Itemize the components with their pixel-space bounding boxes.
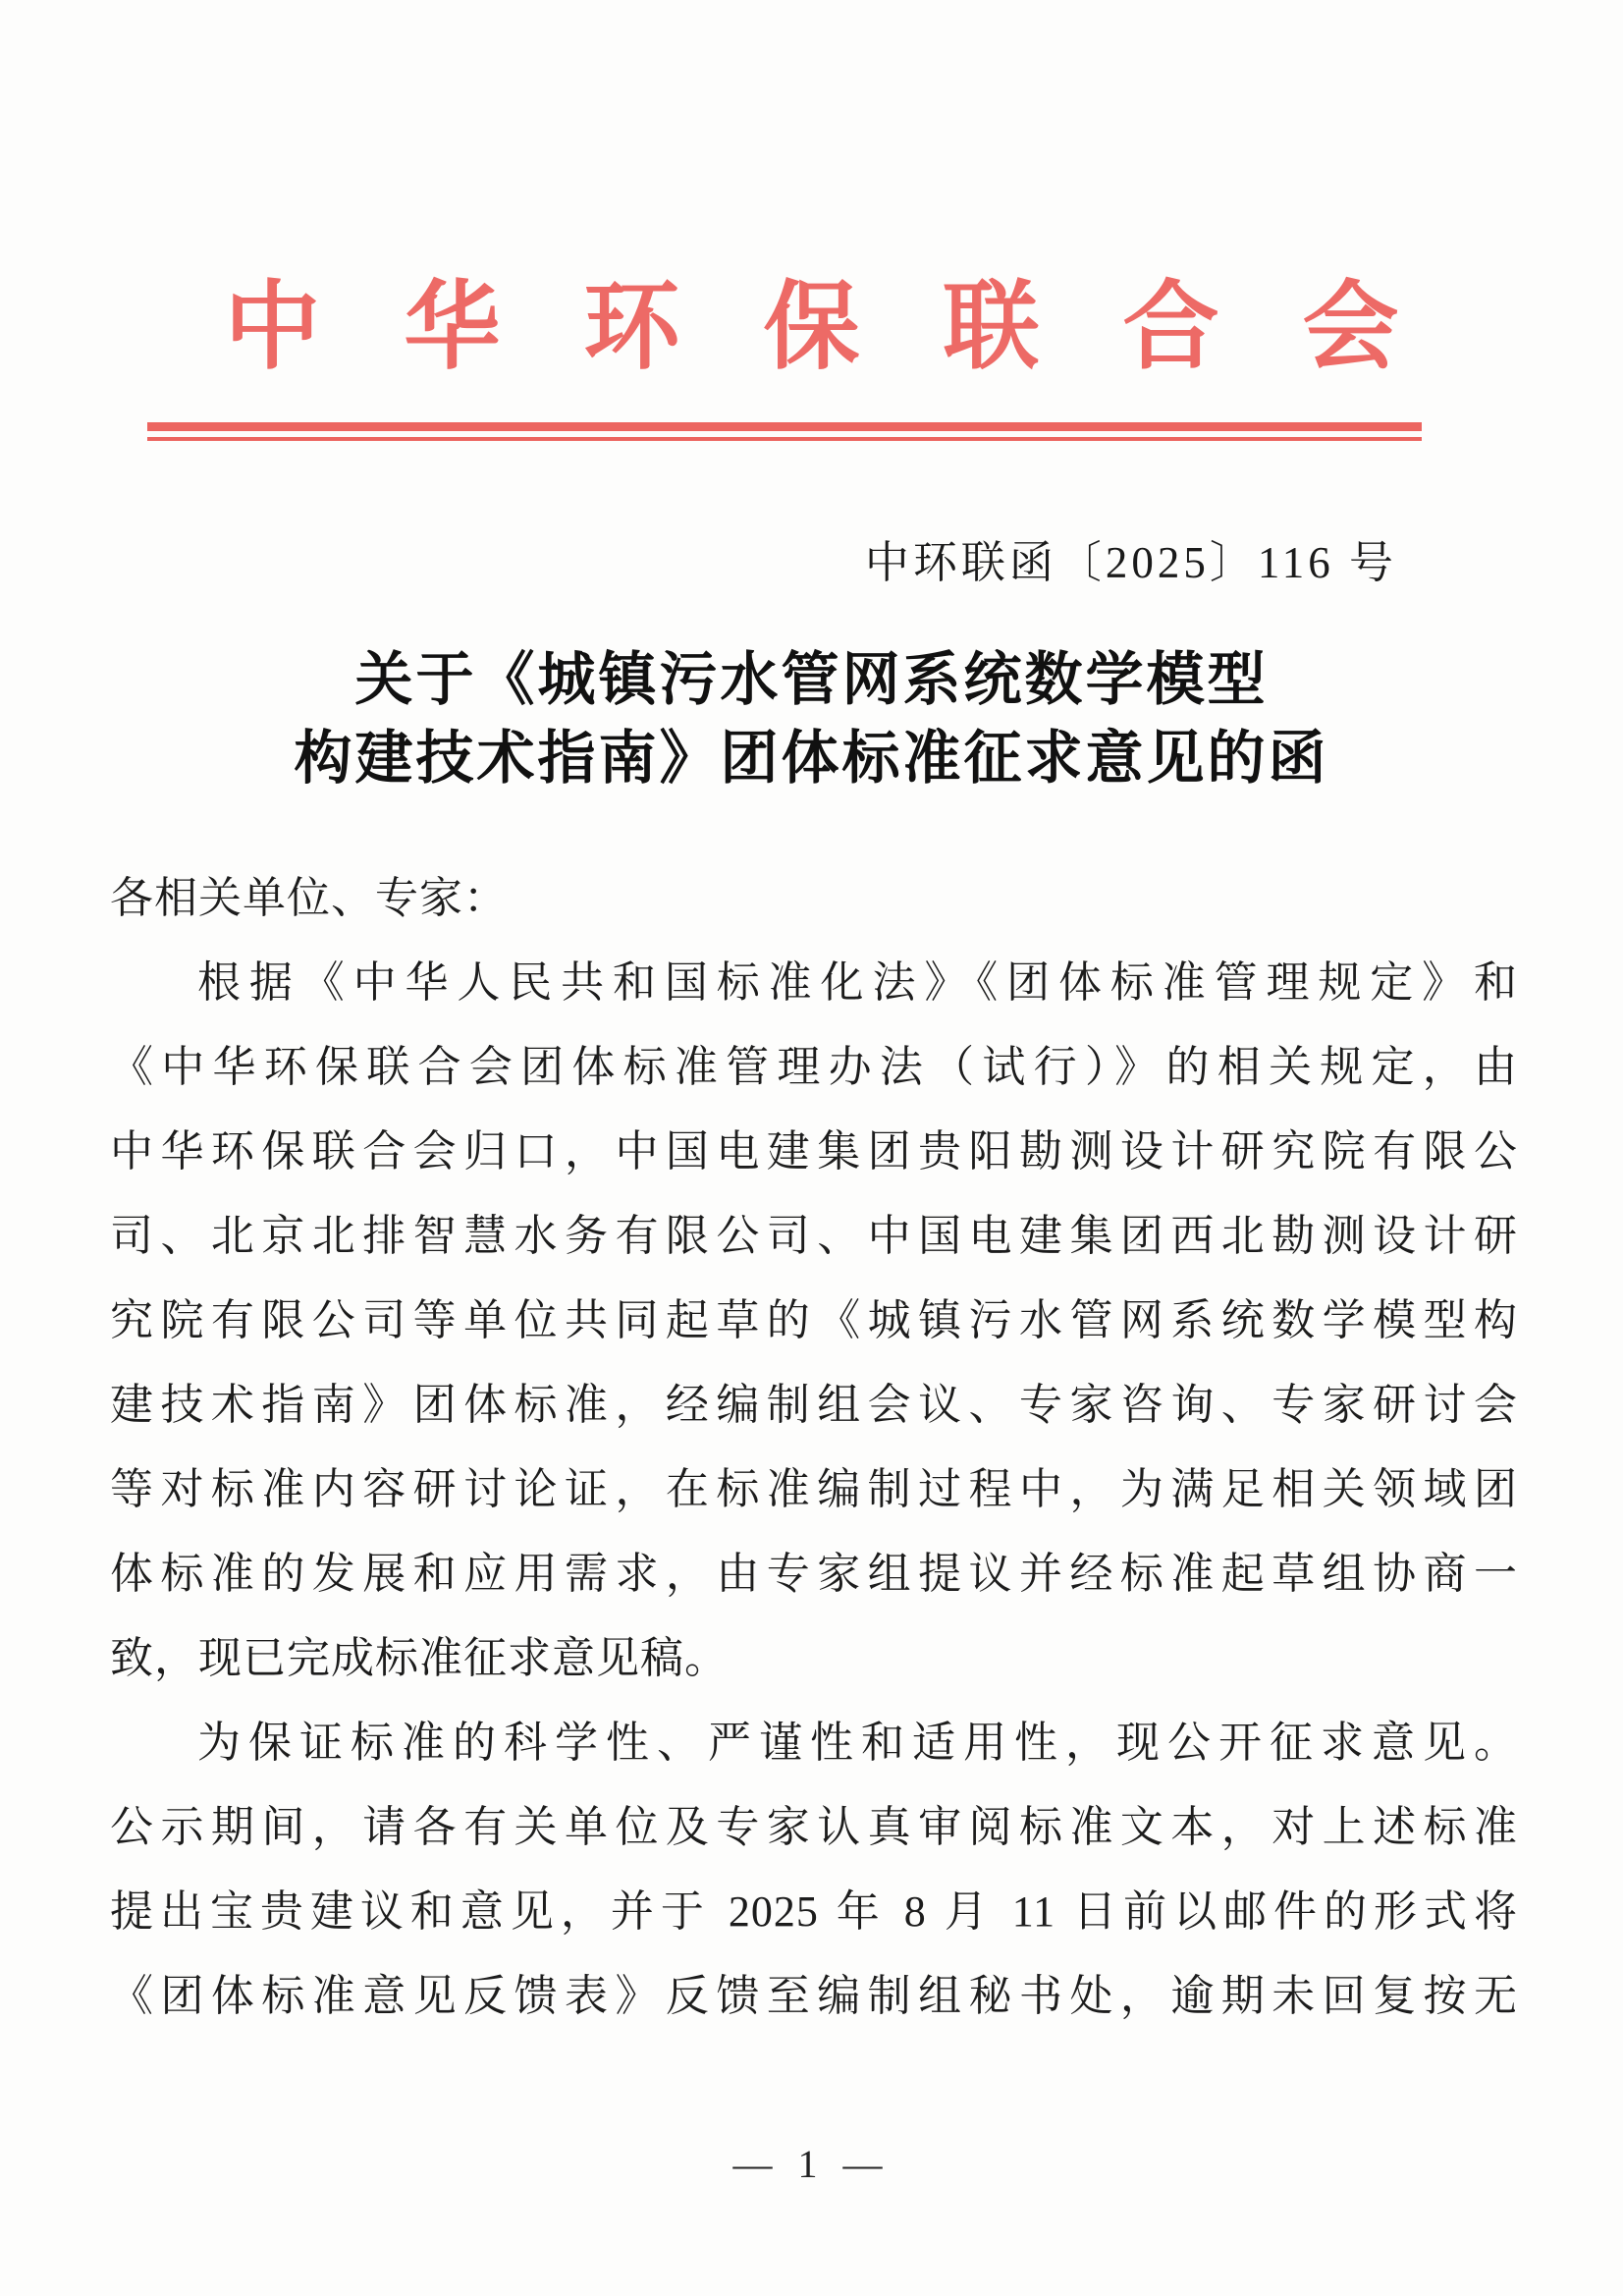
body-line: 《团体标准意见反馈表》反馈至编制组秘书处，逾期未回复按无 — [110, 1972, 1518, 2020]
body-line: 体标准的发展和应用需求，由专家组提议并经标准起草组协商一 — [110, 1550, 1518, 1598]
body-line: 《中华环保联合会团体标准管理办法（试行）》的相关规定，由 — [110, 1043, 1518, 1091]
body-line: 中华环保联合会归口，中国电建集团贵阳勘测设计研究院有限公 — [110, 1127, 1518, 1175]
doc-title-line-1: 关于《城镇污水管网系统数学模型 — [354, 647, 1269, 712]
body-line: 公示期间，请各有关单位及专家认真审阅标准文本，对上述标准 — [110, 1803, 1518, 1851]
letterhead-rule-thick — [147, 422, 1422, 431]
doc-body — [110, 856, 1518, 2039]
body-line: 致，现已完成标准征求意见稿。 — [110, 1634, 729, 1682]
letterhead-org-name: 中华环保联合会 — [224, 275, 1483, 381]
body-line: 建技术指南》团体标准，经编制组会议、专家咨询、专家研讨会 — [110, 1381, 1518, 1429]
salutation: 各相关单位、专家： — [110, 874, 508, 922]
body-line: 究院有限公司等单位共同起草的《城镇污水管网系统数学模型构 — [110, 1296, 1518, 1344]
body-line: 根据《中华人民共和国标准化法》《团体标准管理规定》和 — [197, 958, 1518, 1007]
body-line: 为保证标准的科学性、严谨性和适用性，现公开征求意见。 — [197, 1719, 1518, 1767]
doc-title-line-2: 构建技术指南》团体标准征求意见的函 — [294, 726, 1329, 791]
page-number: — 1 — — [732, 2142, 891, 2186]
body-line: 等对标准内容研讨论证，在标准编制过程中，为满足相关领域团 — [110, 1465, 1518, 1513]
letterhead-rule-thin — [147, 437, 1422, 441]
body-line: 司、北京北排智慧水务有限公司、中国电建集团西北勘测设计研 — [110, 1212, 1518, 1260]
doc-reference-number: 中环联函〔2025〕116 号 — [864, 538, 1397, 587]
doc-title — [0, 640, 1623, 797]
body-line: 提出宝贵建议和意见，并于 2025 年 8 月 11 日前以邮件的形式将 — [110, 1887, 1518, 1936]
